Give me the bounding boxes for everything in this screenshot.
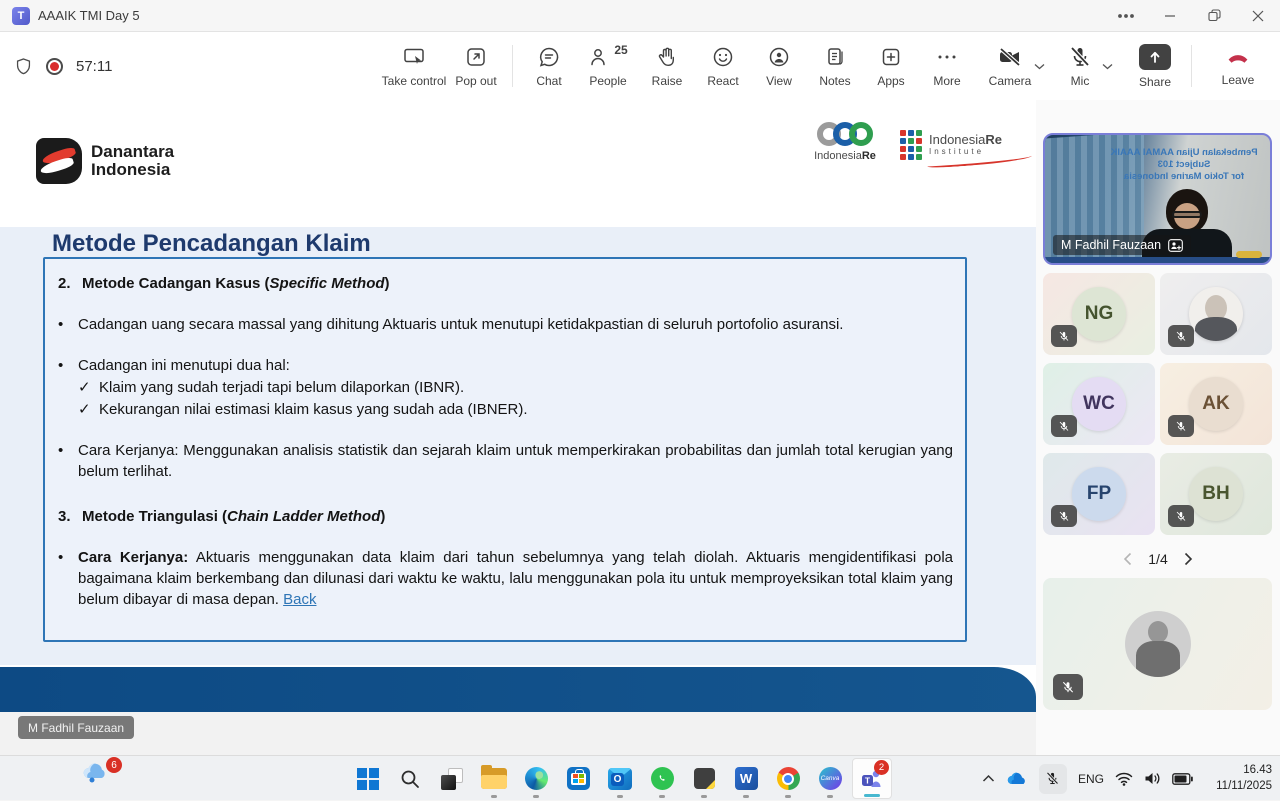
edge-icon [525,767,548,790]
teams-taskbar-button[interactable] [852,758,892,799]
chrome-icon [777,767,800,790]
file-explorer-button[interactable] [474,758,514,799]
tiles-pagination [1036,546,1280,572]
more-dots-icon [1118,14,1134,18]
titlebar-more-button[interactable] [1104,0,1148,31]
back-link[interactable]: Back [283,591,317,608]
language-indicator[interactable]: ENG [1077,771,1104,786]
leave-call-icon [1225,46,1251,68]
apps-plus-icon [879,45,903,69]
shield-icon [14,56,33,77]
participant-initials: AK [1189,377,1243,431]
participant-initials: BH [1189,467,1243,521]
people-button[interactable]: 25 People [589,42,628,88]
check-item: ✓ Klaim yang sudah terjadi tapi belum dilaporkan (IBNR). [78,379,465,396]
mic-button[interactable]: Mic [1057,35,1103,97]
pop-out-button[interactable]: Pop out [448,35,504,97]
toolbar-divider [512,45,513,87]
muted-mic-badge [1051,505,1077,527]
word-button[interactable] [726,758,766,799]
toolbar-divider [1191,45,1192,87]
slide-header [0,100,1036,227]
search-icon [400,769,420,789]
edge-button[interactable] [516,758,556,799]
tray-mic-muted-button[interactable] [1039,764,1067,794]
bullet-item: • Cadangan uang secara massal yang dihitung Aktuaris untuk menutupi ketidakpastian di seluruh portofolio asuransi. [58,316,844,333]
mirrored-slide-text: Pembekalan Ujian AAMAI AAAIK Subject 103 for Tokio Marine Indonesia [1110,147,1258,182]
chat-button[interactable]: Chat [521,35,577,97]
word-icon: W [735,767,758,790]
recording-indicator-icon [46,58,63,75]
people-icon [588,45,612,69]
presenter-name: M Fadhil Fauzaan [1061,238,1162,252]
meeting-stage [0,100,1280,755]
check-item: ✓ Kekurangan nilai estimasi klaim kasus yang sudah ada (IBNER). [78,401,528,418]
window-title: AAAIK TMI Day 5 [38,8,140,23]
shared-slide [0,100,1036,712]
participant-tile[interactable] [1043,363,1155,445]
minimize-button[interactable] [1148,0,1192,31]
bullet-item: • Cara Kerjanya: Aktuaris menggunakan data klaim dari tahun sebelumnya yang telah diolah. Aktuaris mengidentifikasi pola bagaimana klaim berkembang dan dilunasi dari waktu ke waktu, lalu menggunakan pola itu untuk memproyeksikan total klaim yang belum dibayar di masa depan. Back [58,549,954,608]
running-indicator [533,795,539,798]
close-icon [1252,10,1264,22]
slide-content-box [43,257,967,642]
taskbar-clock[interactable] [1204,763,1272,794]
participant-tile[interactable] [1160,453,1272,535]
running-indicator [659,795,665,798]
minimize-icon [1164,10,1176,22]
clock-time: 16.43 [1243,763,1272,776]
take-control-icon [402,45,426,69]
participant-tile[interactable] [1160,273,1272,355]
tile-bottom-strip [1045,257,1270,263]
slide-title: Metode Pencadangan Klaim [52,230,371,257]
camera-options-chevron[interactable] [1031,35,1047,97]
chrome-button[interactable] [768,758,808,799]
previous-page-chevron[interactable] [1123,552,1132,566]
presenter-video-tile[interactable] [1043,133,1272,265]
microsoft-store-icon [567,767,590,790]
institute-dots-icon [900,130,922,160]
participant-tile[interactable] [1043,453,1155,535]
indonesiare-institute-logo [900,130,1002,160]
start-button[interactable] [348,758,388,799]
notes-button[interactable]: Notes [807,35,863,97]
bullet-item: • Cadangan ini menutupi dua hal: [58,357,290,374]
participant-initials: NG [1072,287,1126,341]
whatsapp-icon [651,767,674,790]
indonesiare-logo [805,122,885,162]
device-controls [985,32,1200,100]
participant-tile[interactable] [1043,273,1155,355]
clock-date: 11/11/2025 [1216,779,1272,792]
widgets-button[interactable] [80,760,120,798]
danantara-logo-text1: Danantara [91,142,175,162]
outlook-button[interactable] [600,758,640,799]
react-smiley-icon [711,45,735,69]
tray-chevron-up-icon[interactable] [982,774,995,783]
share-button[interactable]: Share [1127,35,1183,97]
outlook-icon: O [608,768,632,790]
danantara-logo [36,138,174,184]
presenter-screen-tag: M Fadhil Fauzaan [18,716,134,739]
slide-footer-band [0,667,1036,712]
muted-mic-badge [1168,325,1194,347]
maximize-button[interactable] [1192,0,1236,31]
camera-button[interactable]: Camera [985,35,1035,97]
meeting-status [14,32,112,100]
task-view-icon [441,768,463,790]
mic-off-icon [1068,45,1092,69]
chevron-down-icon [1034,63,1045,70]
meeting-toolbar [0,32,1280,100]
chevron-down-icon [1102,63,1113,70]
danantara-logo-icon [36,138,82,184]
sticky-notes-button[interactable] [684,758,724,799]
running-indicator [491,795,497,798]
muted-mic-badge [1168,505,1194,527]
mic-options-chevron[interactable] [1099,35,1115,97]
notes-icon [823,45,847,69]
participant-avatar [1125,611,1191,677]
more-button[interactable]: More [919,35,975,97]
bullet-item: • Cara Kerjanya: Menggunakan analisis statistik dan sejarah klaim untuk memperkirakan probabilitas dan jumlah total kerugian yang belum terlihat. [58,442,953,480]
share-screen-icon [1139,44,1171,70]
pagination-label: 1/4 [1148,551,1168,567]
muted-mic-badge [1051,415,1077,437]
participant-initials: WC [1072,377,1126,431]
sticky-notes-icon [694,768,715,789]
window-titlebar [0,0,1280,32]
indonesiare-bold: Re [861,150,876,162]
canva-button[interactable] [810,758,850,799]
take-control-button[interactable]: Take control [380,35,448,97]
presenter-name-label [1053,235,1191,255]
institute-bold: Re [985,132,1003,148]
close-button[interactable] [1236,0,1280,31]
running-indicator [701,795,707,798]
running-indicator [743,795,749,798]
search-button[interactable] [390,758,430,799]
mic-off-icon [1045,770,1060,787]
tile-logo-pill [1236,251,1262,258]
volume-icon[interactable] [1144,771,1161,786]
raise-hand-icon [655,45,679,69]
chat-icon [537,45,561,69]
teams-notification-badge: 2 [874,760,889,775]
widgets-notification-badge: 6 [106,757,122,773]
windows-taskbar [0,755,1280,800]
view-icon [767,45,791,69]
pop-out-icon [464,45,488,69]
onedrive-icon[interactable] [1006,771,1028,786]
whatsapp-button[interactable] [642,758,682,799]
participant-avatar [1189,287,1243,341]
more-dots-icon [935,45,959,69]
section-3-heading: 3. Metode Triangulasi (Chain Ladder Method) [58,508,386,525]
active-app-indicator [864,794,880,797]
svg-text:T: T [864,774,871,785]
participant-tile[interactable] [1160,363,1272,445]
taskbar-icons [348,758,892,799]
canva-icon: Canva [819,767,842,790]
apps-button[interactable]: Apps [863,35,919,97]
slide-body [0,227,1036,665]
raise-hand-button[interactable]: Raise [639,35,695,97]
task-view-button[interactable] [432,758,472,799]
indonesiare-name: Indonesia [814,150,862,162]
system-tray [982,756,1272,801]
people-count-badge: 25 [614,42,628,57]
file-explorer-icon [481,768,507,789]
institute-sub: Institute [929,146,985,156]
windows-start-icon [357,768,379,790]
react-button[interactable]: React [695,35,751,97]
camera-off-icon [997,45,1023,69]
leave-area [1210,32,1266,100]
muted-mic-badge [1168,415,1194,437]
running-indicator [617,795,623,798]
teams-app-icon: T [12,7,30,25]
leave-button[interactable]: Leave [1210,35,1266,97]
battery-icon[interactable] [1172,773,1193,785]
toolbar-buttons [380,32,975,100]
running-indicator [827,795,833,798]
danantara-logo-text2: Indonesia [91,160,171,179]
meeting-timer: 57:11 [76,57,113,75]
participant-tile-large[interactable] [1043,578,1272,710]
microsoft-store-button[interactable] [558,758,598,799]
wifi-icon[interactable] [1115,772,1133,786]
view-button[interactable]: View [751,35,807,97]
running-indicator [785,795,791,798]
indonesiare-rings-icon [805,122,885,146]
participant-initials: FP [1072,467,1126,521]
institute-name: Indonesia [929,132,986,148]
restore-icon [1208,9,1221,22]
spotlight-icon [1168,239,1183,252]
section-2-heading: 2. Metode Cadangan Kasus (Specific Method) [58,275,390,292]
muted-mic-badge [1053,674,1083,700]
next-page-chevron[interactable] [1184,552,1193,566]
muted-mic-badge [1051,325,1077,347]
participants-rail [1036,100,1280,755]
